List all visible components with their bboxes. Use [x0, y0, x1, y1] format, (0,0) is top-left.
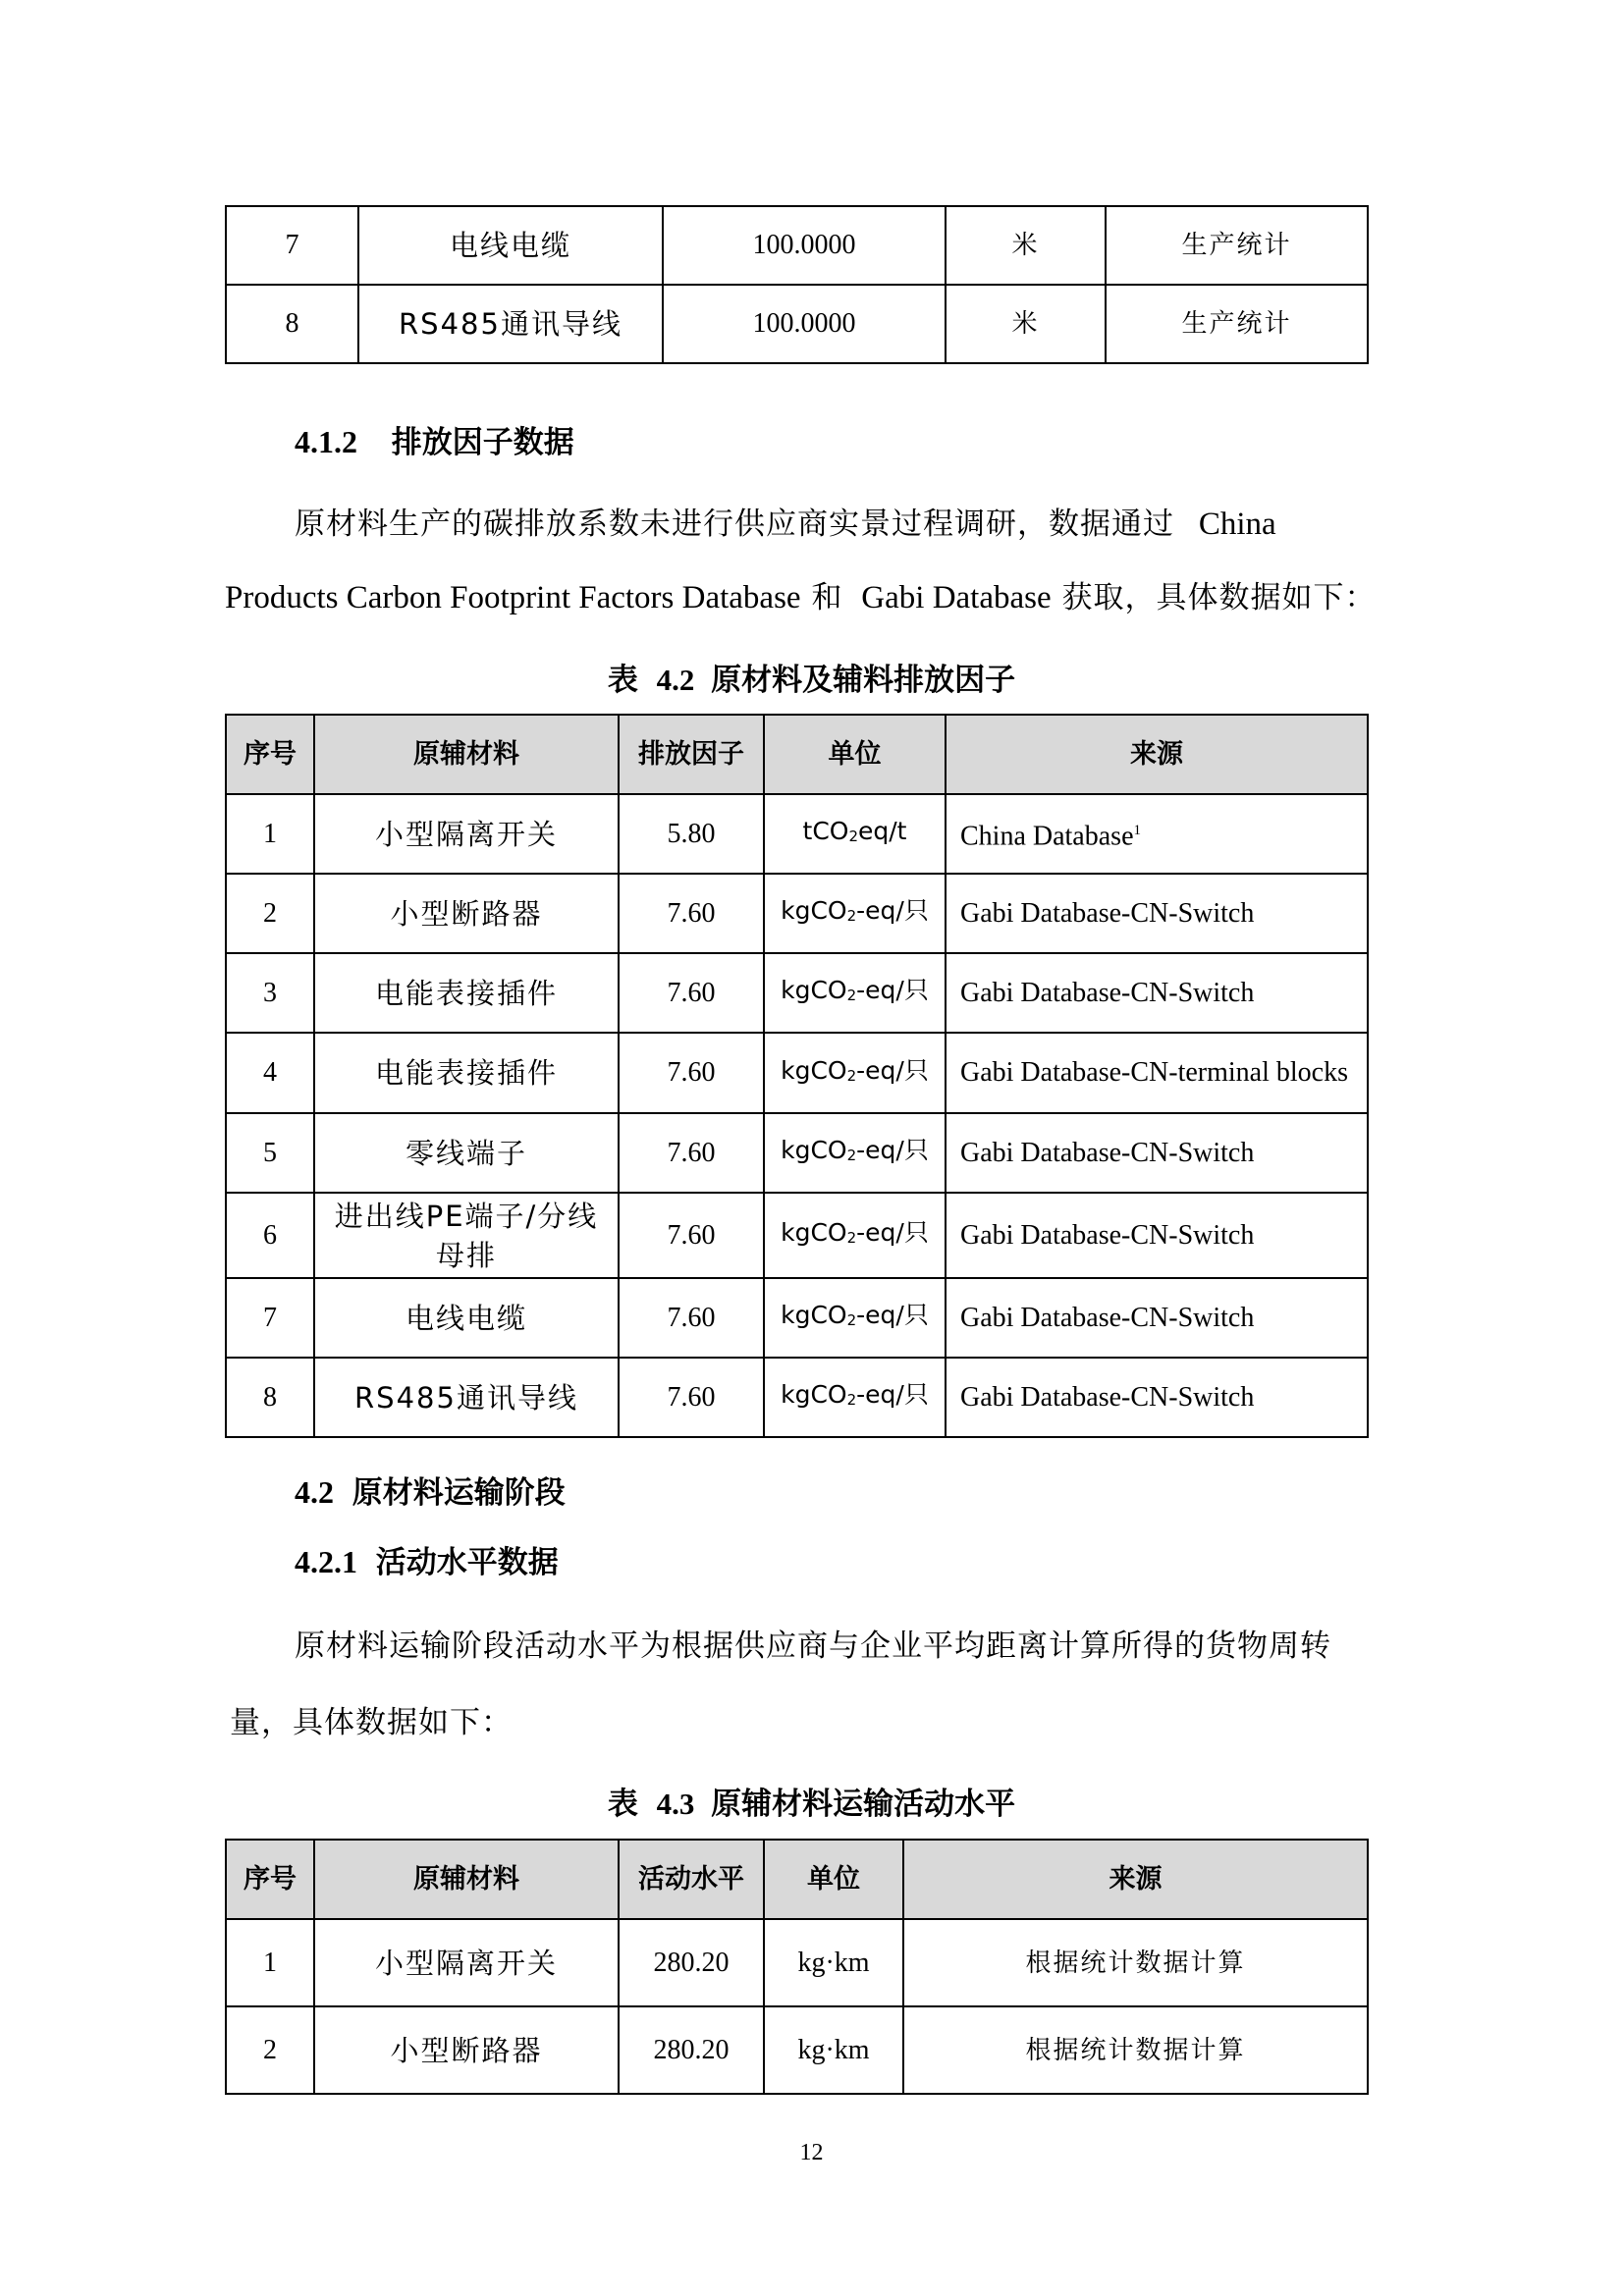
material-name: 进出线PE端子/分线母排: [314, 1193, 619, 1278]
material-name: 电线电缆: [314, 1278, 619, 1358]
factor-value: 7.60: [619, 1278, 764, 1358]
header-cell: 单位: [764, 715, 946, 794]
material-name: 小型断路器: [314, 874, 619, 953]
paragraph-text-en: Products Carbon Footprint Factors Database: [225, 580, 801, 615]
production-table-continued: [225, 205, 1369, 364]
row-number: 7: [226, 1278, 314, 1358]
factor-value: 7.60: [619, 1033, 764, 1113]
source-text: China Database: [960, 821, 1134, 852]
section-title: 活动水平数据: [375, 1545, 559, 1580]
unit-text: kgCO: [781, 976, 847, 1004]
header-cell: 单位: [764, 1840, 903, 1919]
unit-text: kgCO: [781, 1218, 847, 1247]
table-caption: [0, 655, 1623, 699]
paragraph-line: [225, 572, 1376, 616]
section-heading-4-2: [295, 1468, 566, 1512]
unit-cell: [764, 1193, 946, 1278]
row-number: 1: [226, 1919, 314, 2006]
table-row: [226, 1193, 1368, 1278]
header-cell: 排放因子: [619, 715, 764, 794]
table-header-row: [226, 715, 1368, 794]
unit-cell: [764, 874, 946, 953]
table-row: [226, 794, 1368, 874]
unit-cell: [764, 1033, 946, 1113]
activity-value: 280.20: [619, 2006, 764, 2094]
factor-value: 7.60: [619, 1113, 764, 1193]
row-number: 1: [226, 794, 314, 874]
unit-text: -eq/只: [856, 1380, 929, 1409]
caption-title: 原辅材料运输活动水平: [711, 1787, 1016, 1822]
quantity-value: 100.0000: [663, 285, 946, 363]
source-cell: 生产统计: [1106, 285, 1368, 363]
section-number: 4.2: [295, 1474, 334, 1510]
source-cell: Gabi Database-CN-Switch: [946, 953, 1368, 1033]
paragraph-line: [295, 499, 1276, 543]
caption-prefix: 表: [607, 1787, 638, 1822]
header-cell: 序号: [226, 1840, 314, 1919]
unit-subscript: 2: [846, 1066, 857, 1085]
unit-subscript: 2: [846, 1229, 857, 1247]
unit-cell: [764, 1358, 946, 1437]
caption-number: 4.2: [656, 663, 695, 697]
table-row: [226, 874, 1368, 953]
header-cell: 序号: [226, 715, 314, 794]
section-title: 排放因子数据: [391, 425, 574, 460]
table-row: [226, 1919, 1368, 2006]
table-row: [226, 1113, 1368, 1193]
factor-value: 7.60: [619, 953, 764, 1033]
table-row: [226, 206, 1368, 285]
emission-factor-table: [225, 714, 1369, 1438]
header-cell: 活动水平: [619, 1840, 764, 1919]
material-name: 小型隔离开关: [314, 1919, 619, 2006]
unit-subscript: 2: [848, 828, 858, 845]
activity-value: 280.20: [619, 1919, 764, 2006]
unit-cell: 米: [946, 206, 1106, 285]
unit-cell: [764, 1278, 946, 1358]
row-number: 8: [226, 285, 358, 363]
header-cell: 来源: [903, 1840, 1368, 1919]
table-row: [226, 1358, 1368, 1437]
unit-cell: [764, 1113, 946, 1193]
caption-title: 原材料及辅料排放因子: [711, 663, 1016, 698]
table-row: [226, 2006, 1368, 2094]
unit-text: kgCO: [781, 1055, 847, 1085]
row-number: 6: [226, 1193, 314, 1278]
source-cell: Gabi Database-CN-Switch: [946, 1113, 1368, 1193]
table-row: [226, 953, 1368, 1033]
unit-text: -eq/只: [856, 1136, 929, 1164]
source-cell: 生产统计: [1106, 206, 1368, 285]
row-number: 7: [226, 206, 358, 285]
source-cell: Gabi Database-CN-Switch: [946, 1193, 1368, 1278]
material-name: 小型隔离开关: [314, 794, 619, 874]
unit-cell: 米: [946, 285, 1106, 363]
row-number: 3: [226, 953, 314, 1033]
material-name: RS485通讯导线: [314, 1358, 619, 1437]
material-name: 电线电缆: [358, 206, 663, 285]
table-row: [226, 285, 1368, 363]
unit-text: kgCO: [781, 1380, 847, 1409]
material-name: RS485通讯导线: [358, 285, 663, 363]
section-number: 4.1.2: [295, 424, 357, 459]
factor-value: 7.60: [619, 1193, 764, 1278]
unit-subscript: 2: [846, 907, 857, 925]
row-number: 5: [226, 1113, 314, 1193]
unit-text: eq/t: [858, 817, 907, 845]
material-name: 小型断路器: [314, 2006, 619, 2094]
factor-value: 7.60: [619, 1358, 764, 1437]
unit-subscript: 2: [846, 1391, 857, 1409]
unit-text: -eq/只: [856, 896, 929, 925]
unit-subscript: 2: [846, 1147, 857, 1164]
unit-text: -eq/只: [856, 1055, 929, 1085]
table-caption: [0, 1779, 1623, 1823]
unit-subscript: 2: [846, 1311, 857, 1329]
caption-number: 4.3: [656, 1787, 695, 1821]
factor-value: 7.60: [619, 874, 764, 953]
paragraph-text: 原材料生产的碳排放系数未进行供应商实景过程调研，数据通过: [295, 507, 1174, 542]
table-row: [226, 1278, 1368, 1358]
unit-text: -eq/只: [856, 1301, 929, 1329]
row-number: 2: [226, 2006, 314, 2094]
section-number: 4.2.1: [295, 1544, 357, 1579]
header-cell: 原辅材料: [314, 715, 619, 794]
table-row: [226, 1033, 1368, 1113]
section-heading-4-1-2: [295, 417, 574, 461]
source-cell: Gabi Database-CN-Switch: [946, 1358, 1368, 1437]
material-name: 零线端子: [314, 1113, 619, 1193]
quantity-value: 100.0000: [663, 206, 946, 285]
unit-cell: kg·km: [764, 2006, 903, 2094]
caption-prefix: 表: [607, 663, 638, 698]
unit-text: kgCO: [781, 1136, 847, 1164]
source-cell: 根据统计数据计算: [903, 1919, 1368, 2006]
unit-text: kgCO: [781, 896, 847, 925]
unit-subscript: 2: [846, 987, 857, 1004]
unit-text: kgCO: [781, 1301, 847, 1329]
transport-activity-table: [225, 1839, 1369, 2095]
factor-value: 5.80: [619, 794, 764, 874]
row-number: 4: [226, 1033, 314, 1113]
paragraph-line: 量，具体数据如下：: [230, 1705, 513, 1740]
header-cell: 来源: [946, 715, 1368, 794]
paragraph-text: 获取，具体数据如下：: [1061, 580, 1377, 615]
source-cell: 根据统计数据计算: [903, 2006, 1368, 2094]
source-cell: [946, 794, 1368, 874]
header-cell: 原辅材料: [314, 1840, 619, 1919]
paragraph-line: 原材料运输阶段活动水平为根据供应商与企业平均距离计算所得的货物周转: [295, 1629, 1331, 1664]
page-number: 12: [799, 2140, 824, 2165]
unit-text: tCO: [802, 817, 849, 845]
footnote-marker: 1: [1133, 823, 1141, 839]
source-cell: Gabi Database-CN-Switch: [946, 1278, 1368, 1358]
unit-cell: kg·km: [764, 1919, 903, 2006]
unit-text: -eq/只: [856, 1218, 929, 1247]
source-cell: Gabi Database-CN-Switch: [946, 874, 1368, 953]
source-cell: Gabi Database-CN-terminal blocks: [946, 1033, 1368, 1113]
table-header-row: [226, 1840, 1368, 1919]
material-name: 电能表接插件: [314, 1033, 619, 1113]
material-name: 电能表接插件: [314, 953, 619, 1033]
unit-text: -eq/只: [856, 976, 929, 1004]
section-title: 原材料运输阶段: [352, 1475, 566, 1511]
row-number: 2: [226, 874, 314, 953]
unit-cell: [764, 953, 946, 1033]
paragraph-text-en: Gabi Database: [861, 580, 1052, 615]
paragraph-text-en: China: [1198, 507, 1276, 542]
row-number: 8: [226, 1358, 314, 1437]
unit-cell: [764, 794, 946, 874]
paragraph-text: 和: [811, 580, 843, 615]
section-heading-4-2-1: [295, 1537, 559, 1581]
